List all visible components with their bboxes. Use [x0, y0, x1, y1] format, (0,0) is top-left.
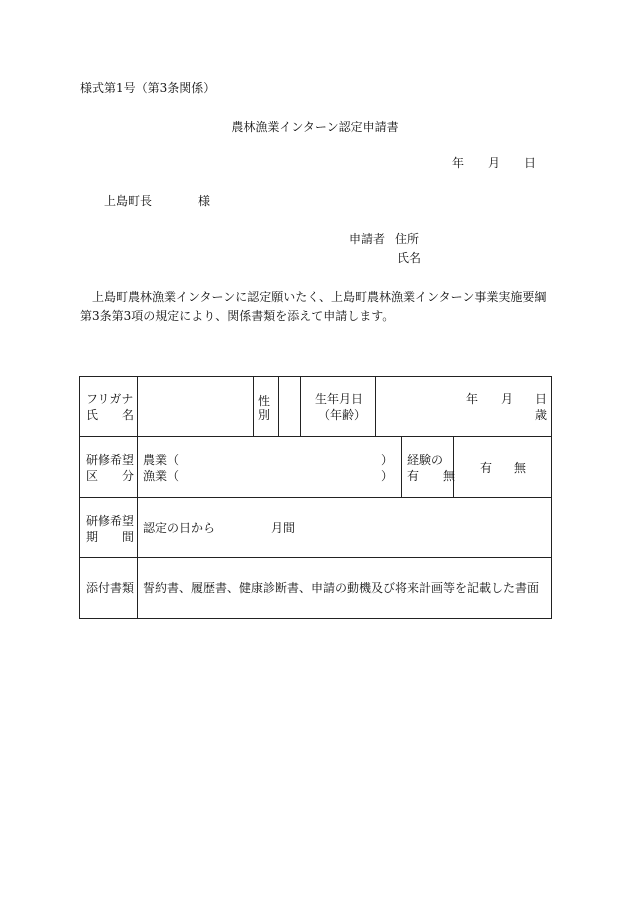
applicant-label: 申請者	[349, 232, 386, 246]
age-unit-label: 歳	[535, 408, 548, 422]
table-border-bottom	[79, 618, 552, 619]
attachments-label: 添付書類	[86, 581, 135, 595]
date-month-label: 月	[488, 156, 501, 170]
table-row-divider	[79, 436, 552, 437]
fishery-option: 漁業（	[143, 469, 180, 483]
training-period-label-part2: 期 間	[86, 530, 135, 544]
sex-label-part1: 性	[258, 394, 271, 408]
table-column-divider	[137, 376, 138, 619]
application-body-text: 上島町農林漁業インターンに認定願いたく、上島町農林漁業インターン事業実施要綱第3条第3項の規定により、関係書類を添えて申請します。	[80, 290, 547, 323]
table-border-top	[79, 376, 552, 377]
table-column-divider	[300, 376, 301, 437]
birth-month-label: 月	[501, 392, 514, 406]
training-area-label-part1: 研修希望	[86, 453, 135, 467]
period-from-text: 認定の日から	[143, 521, 216, 535]
agriculture-close-paren: ）	[381, 453, 394, 467]
attachments-text: 誓約書、履歴書、健康診断書、申請の動機及び将来計画等を記載した書面	[143, 581, 540, 595]
experience-label-part2: 有 無	[407, 469, 456, 483]
period-months-text: 月間	[271, 521, 296, 535]
experience-label-part1: 経験の	[407, 453, 444, 467]
table-border-right	[551, 376, 552, 619]
document-title: 農林漁業インターン認定申請書	[231, 120, 399, 134]
date-year-label: 年	[452, 156, 465, 170]
table-border-left	[79, 376, 80, 619]
name-field-label: 氏 名	[86, 408, 135, 422]
experience-no-option: 無	[514, 461, 527, 475]
training-period-label-part1: 研修希望	[86, 514, 135, 528]
age-label: （年齢）	[318, 408, 367, 422]
table-column-divider	[375, 376, 376, 437]
applicant-address-label: 住所	[395, 232, 420, 246]
experience-yes-option: 有	[480, 461, 493, 475]
birthdate-label: 生年月日	[315, 392, 364, 406]
table-column-divider	[278, 376, 279, 437]
table-column-divider	[401, 436, 402, 498]
addressee-name: 上島町長	[104, 194, 153, 208]
date-day-label: 日	[524, 156, 537, 170]
addressee-honorific: 様	[198, 194, 211, 208]
form-number: 様式第1号（第3条関係）	[80, 81, 216, 95]
table-column-divider	[253, 376, 254, 437]
birth-day-label: 日	[535, 392, 548, 406]
table-row-divider	[79, 557, 552, 558]
applicant-name-label: 氏名	[397, 251, 422, 265]
agriculture-option: 農業（	[143, 453, 180, 467]
fishery-close-paren: ）	[381, 469, 394, 483]
sex-label-part2: 別	[258, 408, 271, 422]
birth-year-label: 年	[466, 392, 479, 406]
table-row-divider	[79, 497, 552, 498]
training-area-label-part2: 区 分	[86, 469, 135, 483]
table-column-divider	[453, 436, 454, 498]
furigana-label: フリガナ	[86, 392, 134, 406]
